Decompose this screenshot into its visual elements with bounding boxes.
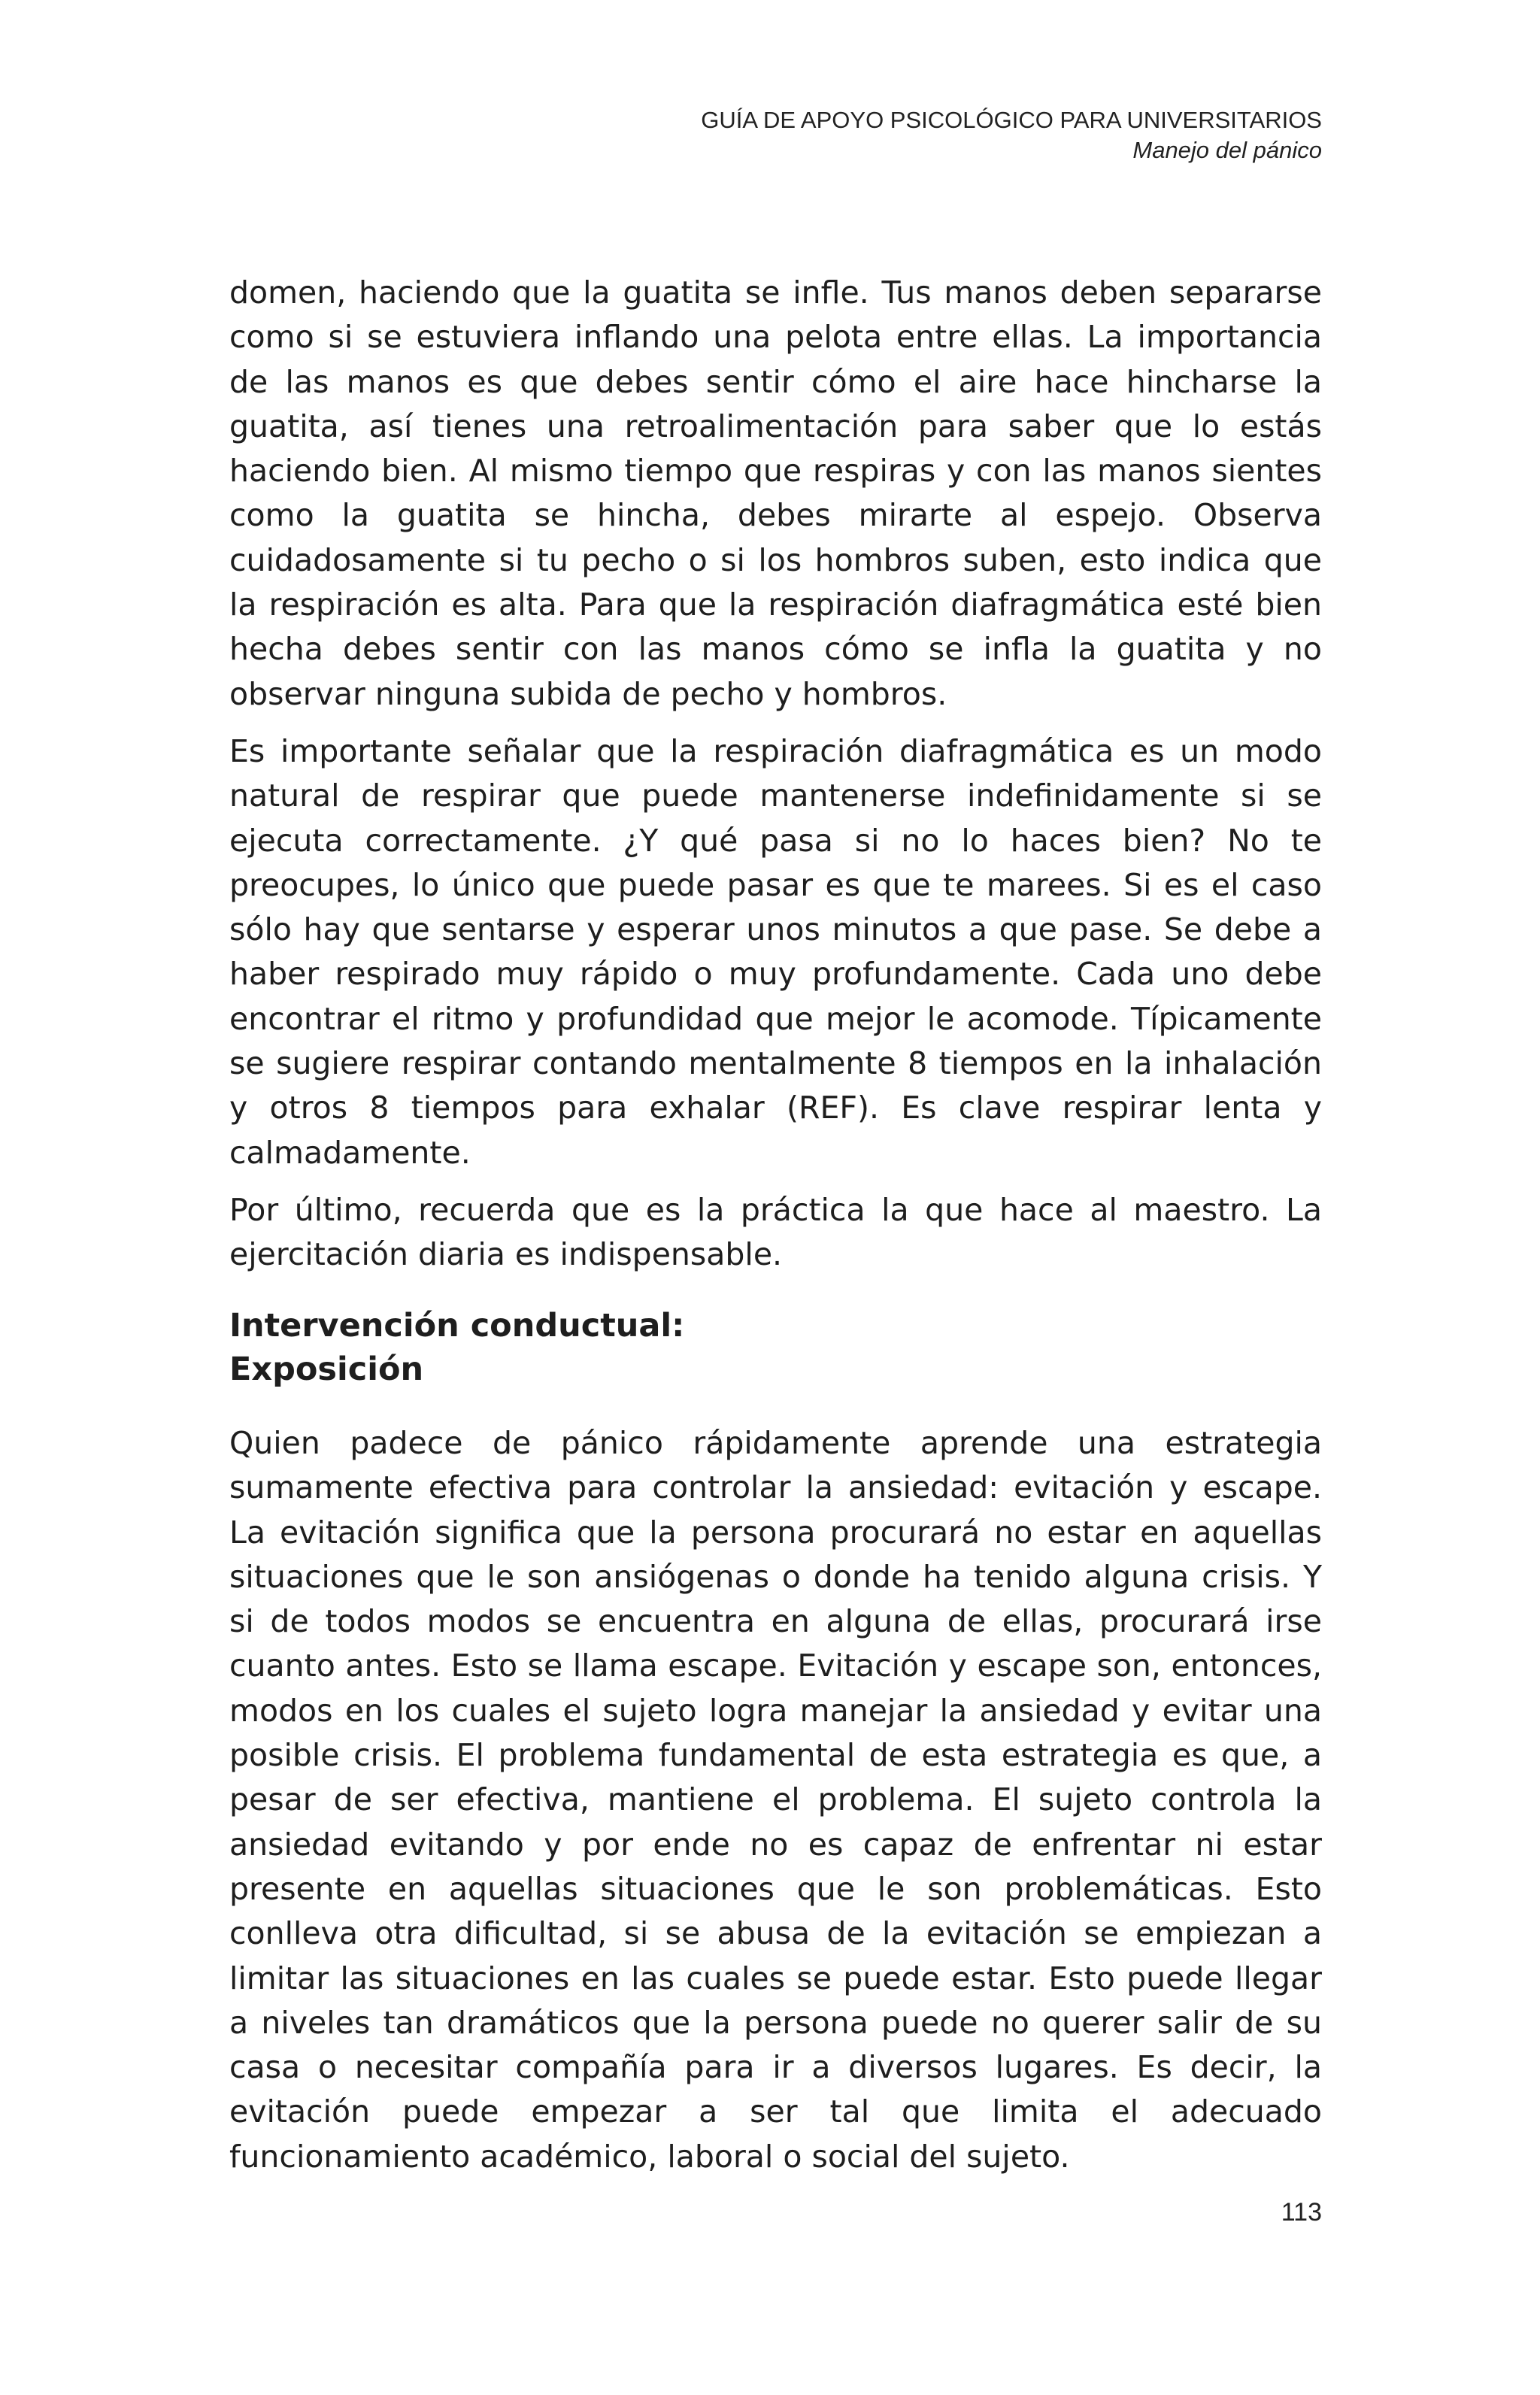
- section-heading-line-2: Exposición: [229, 1351, 424, 1388]
- body-text: [229, 271, 1322, 1290]
- paragraph-exposure: Quien padece de pánico rápidamente aprende una estrategia sumamente efectiva para controlar la ansiedad: evitación y escape. La evitación significa que la persona procurará no estar en aquellas situaciones que le son ansiógenas o donde ha tenido alguna crisis. Y si de todos modos se encuentra en alguna de ellas, procurará irse cuanto antes. Esto se llama escape. Evitación y escape son, entonces, modos en los cuales el sujeto logra manejar la ansiedad y evitar una posible crisis. El problema fundamental de esta estrategia es que, a pesar de ser efectiva, mantiene el problema. El sujeto controla la ansiedad evitando y por ende no es capaz de enfrentar ni estar presente en aquellas situaciones que le son problemáticas. Esto conlleva otra dificultad, si se abusa de la evitación se empiezan a limitar las situaciones en las cuales se puede estar. Esto puede llegar a niveles tan dramáticos que la persona puede no querer salir de su casa o necesitar compañía para ir a diversos lugares. Es decir, la evitación puede empezar a ser tal que limita el adecuado funcionamiento académico, laboral o social del sujeto.: [229, 1425, 1322, 2175]
- section-body-text: [229, 1421, 1322, 2192]
- section-heading: [229, 1304, 1322, 1391]
- paragraph-breathing-notes: Es importante señalar que la respiración diafragmática es un modo natural de respirar que puede mantenerse indefinidamente si se ejecuta correctamente. ¿Y qué pasa si no lo haces bien? No te preocupes, lo único que puede pasar es que te marees. Si es el caso sólo hay que sentarse y esperar unos minutos a que pase. Se debe a haber respirado muy rápido o muy profundamente. Cada uno debe encontrar el ritmo y profundidad que mejor le acomode. Típicamente se sugiere respirar contando mentalmente 8 tiempos en la inhalación y otros 8 tiempos para exhalar (REF). Es clave respirar lenta y calmadamente.: [229, 732, 1322, 1171]
- page-number: 113: [1281, 2198, 1322, 2227]
- running-header: [701, 105, 1322, 165]
- section-heading-line-1: Intervención conductual:: [229, 1307, 685, 1345]
- chapter-title: Manejo del pánico: [1132, 137, 1322, 163]
- paragraph-breathing-continuation: domen, haciendo que la guatita se infle. Tus manos deben separarse como si se estuviera inflando una pelota entre ellas. La importancia de las manos es que debes sentir cómo el aire hace hincharse la guatita, así tienes una retroalimentación para saber que lo estás haciendo bien. Al mismo tiempo que respiras y con las manos sientes como la guatita se hincha, debes mirarte al espejo. Observa cuidadosamente si tu pecho o si los hombros suben, esto indica que la respiración es alta. Para que la respiración diafragmática esté bien hecha debes sentir con las manos cómo se infla la guatita y no observar ninguna subida de pecho y hombros.: [229, 274, 1322, 712]
- book-title: GUÍA DE APOYO PSICOLÓGICO PARA UNIVERSITARIOS: [701, 107, 1322, 133]
- paragraph-practice: Por último, recuerda que es la práctica la que hace al maestro. La ejercitación diaria es indispensable.: [229, 1191, 1322, 1273]
